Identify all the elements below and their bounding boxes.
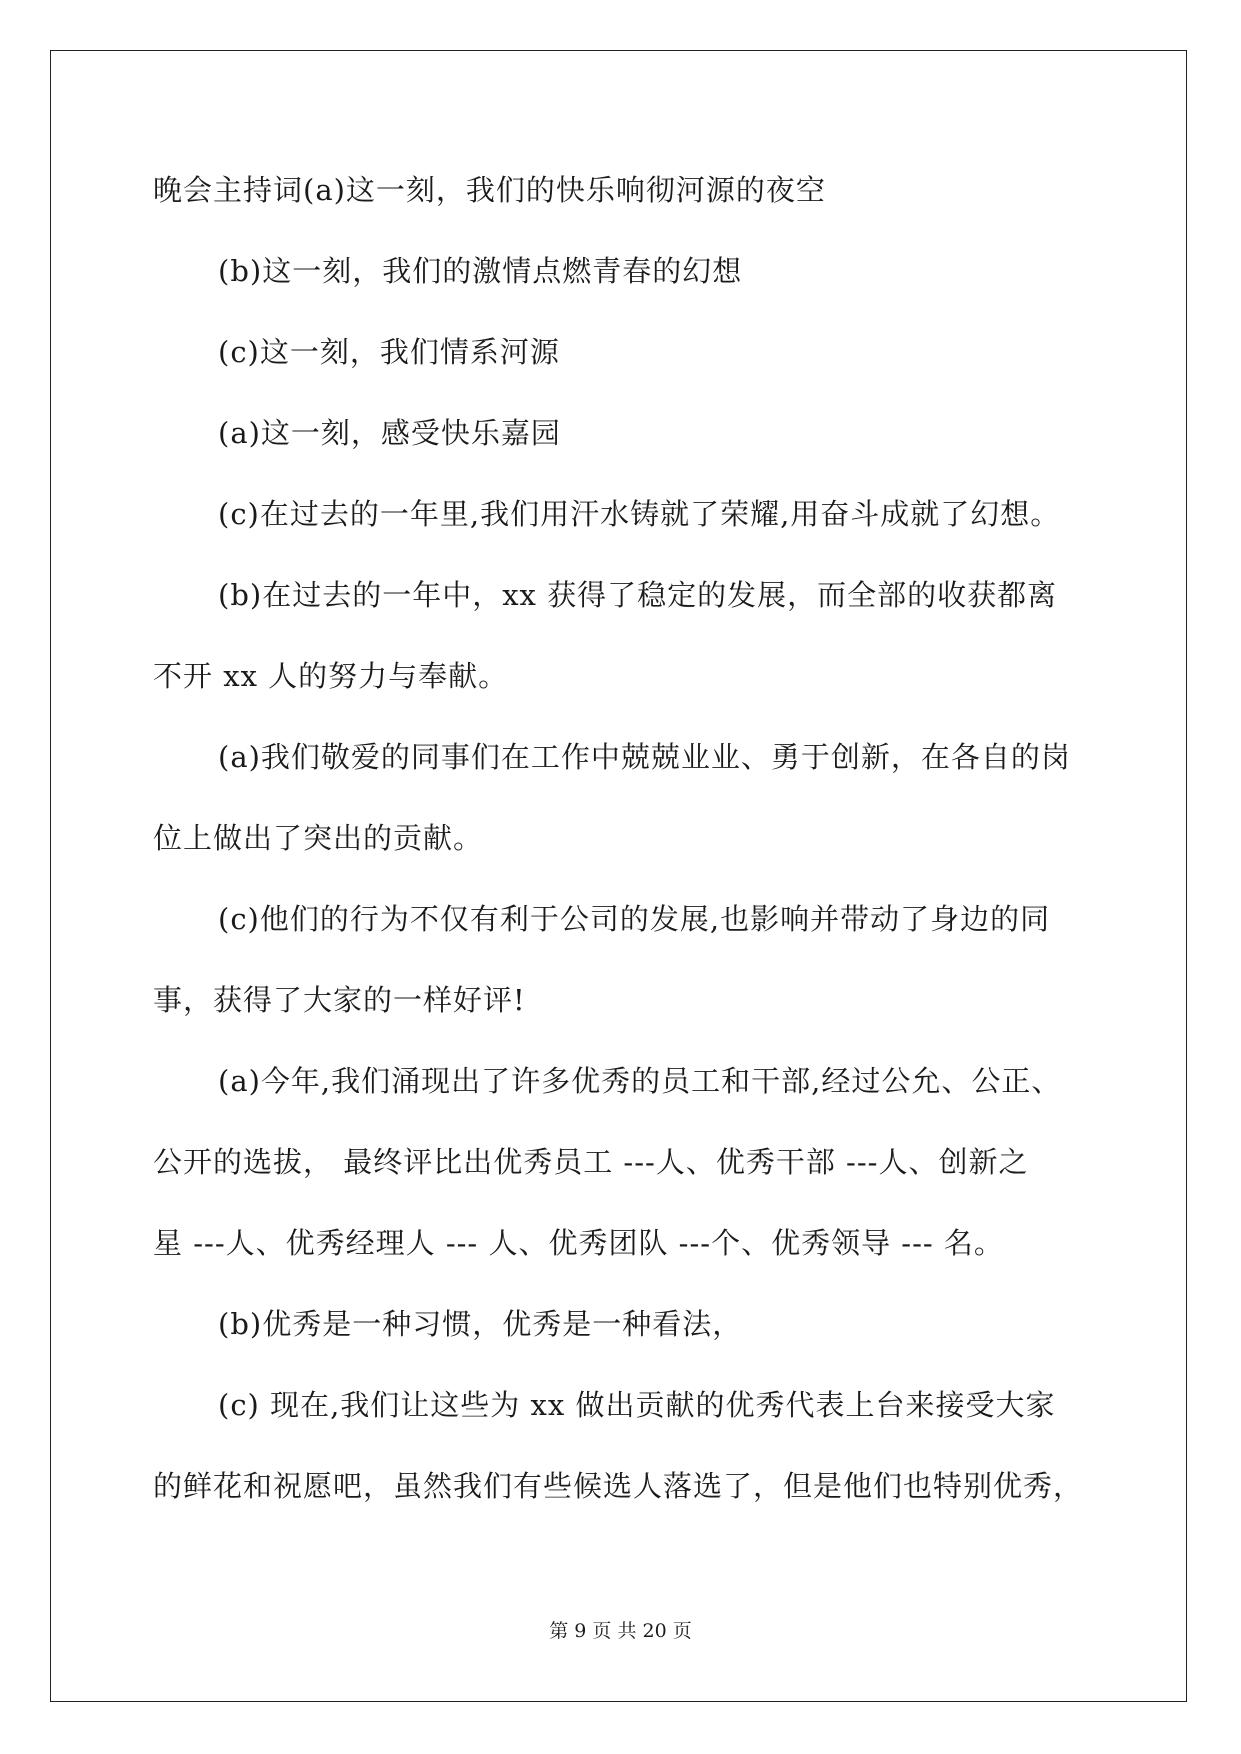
text-line: 晚会主持词(a)这一刻，我们的快乐响彻河源的夜空 (153, 173, 826, 207)
text-line: (c)在过去的一年里,我们用汗水铸就了荣耀,用奋斗成就了幻想。 (218, 497, 1061, 531)
text-line: 不开 xx 人的努力与奉献。 (153, 659, 509, 693)
text-line: 星 ---人、优秀经理人 --- 人、优秀团队 ---个、优秀领导 --- 名。 (153, 1226, 1004, 1260)
text-line: (a)今年,我们涌现出了许多优秀的员工和干部,经过公允、公正、 (218, 1064, 1062, 1098)
page-number: 第 9 页 共 20 页 (549, 1620, 692, 1642)
text-line: (c)这一刻，我们情系河源 (218, 335, 560, 369)
text-line: (b)优秀是一种习惯，优秀是一种看法， (218, 1307, 743, 1341)
text-line: (b)这一刻，我们的激情点燃青春的幻想 (218, 254, 743, 288)
text-line: (c)他们的行为不仅有利于公司的发展,也影响并带动了身边的同 (218, 902, 1051, 936)
text-line: 公开的选拔， 最终评比出优秀员工 ---人、优秀干部 ---人、创新之 (153, 1145, 1029, 1179)
text-line: (c) 现在,我们让这些为 xx 做出贡献的优秀代表上台来接受大家 (218, 1388, 1056, 1422)
page-border (50, 50, 1187, 1702)
text-line: 事，获得了大家的一样好评! (153, 983, 526, 1017)
text-line: 位上做出了突出的贡献。 (153, 821, 484, 855)
text-line: (a)这一刻，感受快乐嘉园 (218, 416, 561, 450)
text-line: 的鲜花和祝愿吧，虽然我们有些候选人落选了，但是他们也特别优秀， (153, 1469, 1084, 1503)
text-line: (a)我们敬爱的同事们在工作中兢兢业业、勇于创新，在各自的岗 (218, 740, 1071, 774)
text-line: (b)在过去的一年中，xx 获得了稳定的发展，而全部的收获都离 (218, 578, 1058, 612)
